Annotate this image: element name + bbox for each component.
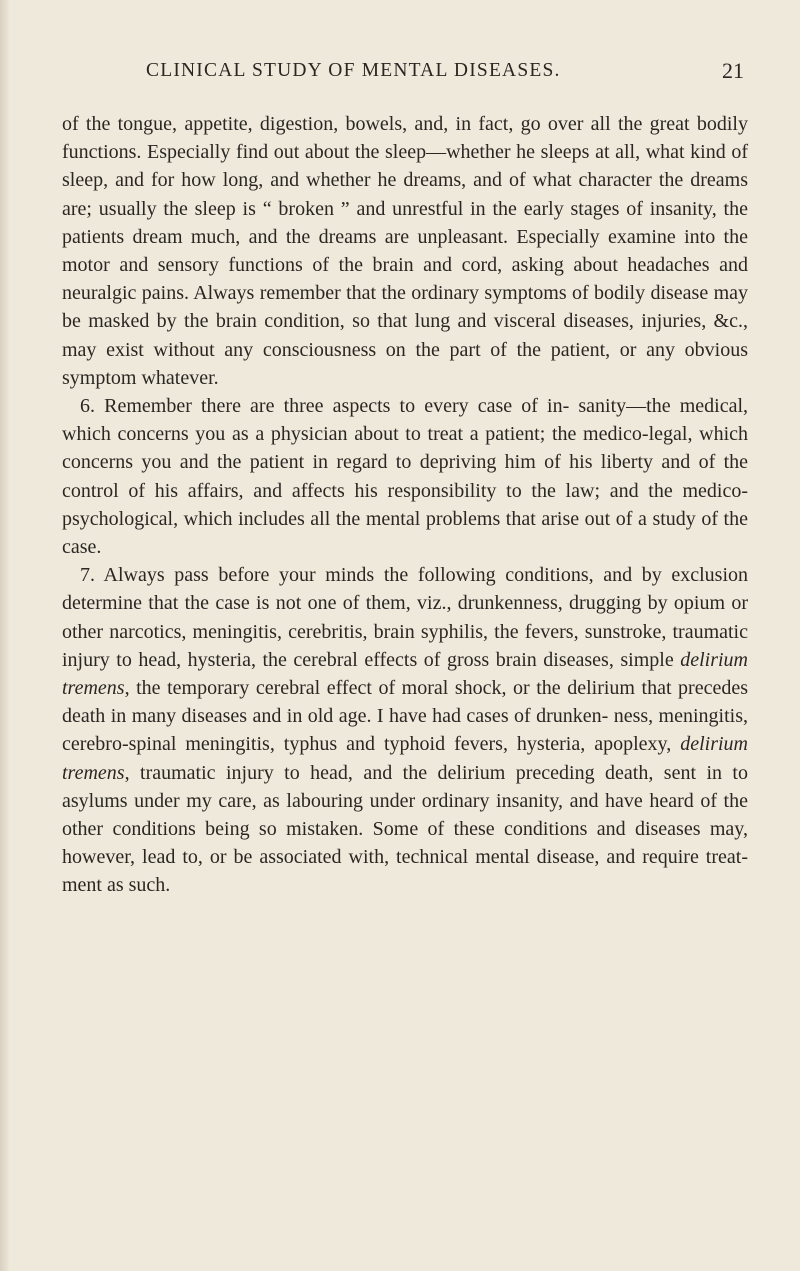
italic-term: delirium tremens <box>62 733 748 784</box>
italic-term: delirium tremens <box>62 648 748 700</box>
text-segment: of the tongue, appetite, digestion, bowels, and, in fact, go over all the great bodily functions. Especially find out about the sleep—whether he sleeps at all, what kind of sleep, and for how long, and whether he dreams, and of what character the dreams are; usually the sleep is “ broken ” and unrestful in the early stages of insanity, the patients dream much, and the dreams are unpleasant. Especially examine into the motor and sensory functions of the brain and cord, asking about headaches and neuralgic pains. Always remember that the ordinary symptoms of bodily disease may be masked by the brain condition, so that lung and visceral diseases, injuries, &c., may exist without any consciousness on the part of the patient, or any obvious symptom whatever. <box>62 113 748 389</box>
page-edge-shadow <box>0 0 10 1271</box>
page-number: 21 <box>722 58 744 83</box>
paragraph-item-7 <box>62 561 748 899</box>
body-text <box>62 110 748 900</box>
paragraph-item-6 <box>62 392 748 561</box>
text-segment: , traumatic injury to head, and the delirium preceding death, sent in to asylums under my care, as labouring under ordinary insanity, and have heard of the other conditions being so mistaken. Some of these conditions and diseases may, however, lead to, or be associated with, technical mental disease, and require treat- ment as such. <box>62 761 748 897</box>
text-segment: 7. Always pass before your minds the following conditions, and by exclusion determine that the case is not one of them, viz., drunkenness, drugging by opium or other narcotics, meningitis, cerebritis, brain syphilis, the fevers, sunstroke, traumatic injury to head, hysteria, the cerebral effects of gross brain diseases, simple <box>62 564 748 671</box>
running-head: CLINICAL STUDY OF MENTAL DISEASES. <box>146 60 561 81</box>
text-segment: 6. Remember there are three aspects to every case of in- sanity—the medical, which concerns you as a physician about to treat a patient; the medico-legal, which concerns you and the patient in regard to depriving him of his liberty and of the control of his affairs, and affects his responsibility to the law; and the medico-psychological, which includes all the mental problems that arise out of a study of the case. <box>62 395 748 559</box>
text-segment: , the temporary cerebral effect of moral shock, or the delirium that precedes death in many diseases and in old age. I have had cases of drunken- ness, meningitis, cerebro-spinal meningitis, typhus and typhoid fevers, hysteria, apoplexy, <box>62 677 748 756</box>
paragraph-continuation <box>62 110 748 392</box>
page-header <box>62 58 748 88</box>
